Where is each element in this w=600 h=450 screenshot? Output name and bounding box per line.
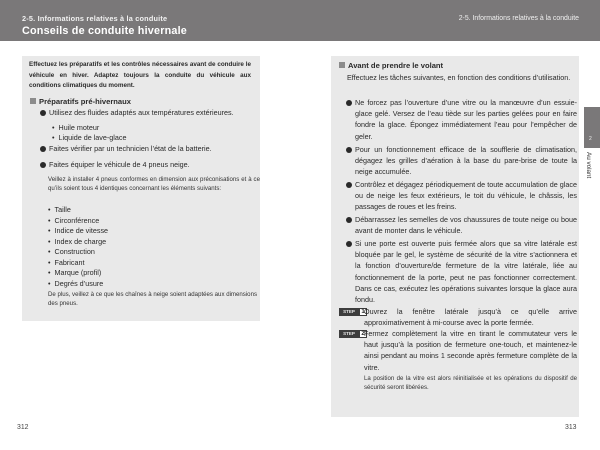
square-bullet-icon (339, 62, 345, 68)
chapter-tab[interactable] (584, 107, 600, 148)
bullet-dot-icon (40, 162, 46, 168)
bullet-dot-icon (346, 241, 352, 247)
step-label: STEP (339, 308, 359, 316)
list-item: • Index de charge (48, 236, 107, 246)
section-breadcrumb-left: 2-5. Informations relatives à la conduite (22, 14, 168, 23)
bullet-door-window: Si une porte est ouverte puis fermée alors que sa vitre latérale est bloquée par le gel, le système de sécurité de la vitre s’actionnera et la fonction d’ouverture/de fermeture de la vitre latérale, liée au fonctionnement de la porte, peut ne pas fonctionner correctement. Dans ce cas, exécutez les opérations suivantes lorsque la glace aura fondu. (355, 239, 577, 305)
page-number-right: 313 (565, 424, 577, 431)
chains-note: De plus, veillez à ce que les chaînes à neige soient adaptées aux dimensions des pneus. (48, 291, 258, 308)
step-number: 2 (359, 330, 367, 338)
step-1-text: Ouvrez la fenêtre latérale jusqu’à ce qu’elle arrive approximativement à mi-course avec la porte fermée. (364, 307, 577, 328)
bullet-battery: Faites vérifier par un technicien l’état de la batterie. (49, 144, 212, 153)
list-item: • Marque (profil) (48, 268, 102, 277)
bullet-shoes: Débarrassez les semelles de vos chaussures de toute neige ou boue avant de monter dans le véhicule. (355, 215, 577, 236)
tires-note: Veillez à installer 4 pneus conformes en dimension aux préconisations et à ce qu’ils soient tous 4 identiques concernant les éléments suivants: (48, 176, 260, 193)
list-item-text: Liquide de lave-glace (58, 133, 127, 142)
list-item-text: Indice de vitesse (54, 226, 109, 235)
step-2-badge (339, 330, 367, 338)
bullet-dot-icon (346, 100, 352, 106)
list-item-text: Degrés d’usure (54, 278, 104, 288)
bullet-snow-tires: Faites équiper le véhicule de 4 pneus neige. (49, 160, 190, 169)
bullet-dot-icon (40, 110, 46, 116)
square-bullet-icon (30, 98, 36, 104)
list-item-text: Index de charge (54, 236, 107, 246)
bullet-dot-icon (346, 182, 352, 188)
list-item-text: Construction (54, 247, 95, 256)
step-label: STEP (339, 330, 359, 338)
step-2-text: Fermez complètement la vitre en tirant le commutateur vers le haut jusqu’à la position de fermeture one-touch, et maintenez-le ainsi pendant au moins 1 seconde après fermeture complète de la vitre. (364, 329, 577, 372)
list-item-text: Taille (54, 205, 71, 214)
list-item: • Fabricant (48, 257, 85, 267)
list-item: • Liquide de lave-glace (52, 133, 127, 142)
list-item: • Construction (48, 247, 95, 256)
section-heading-text: Avant de prendre le volant (348, 61, 444, 70)
list-item: • Circonférence (48, 215, 100, 225)
intro-paragraph: Effectuez les préparatifs et les contrôles nécessaires avant de conduire le véhicule en hiver. Adaptez toujours la conduite du véhicule aux conditions climatiques du moment. (29, 61, 251, 89)
list-item: • Huile moteur (52, 123, 100, 132)
list-item-text: Marque (profil) (54, 268, 102, 277)
bullet-air-vents: Pour un fonctionnement efficace de la soufflerie de climatisation, dégagez les grilles d’aération à la base du pare-brise de toute la neige accumulée. (355, 145, 577, 177)
section-heading-before-driving (339, 61, 443, 70)
section-breadcrumb-right: 2-5. Informations relatives à la conduite (458, 15, 579, 22)
chapter-tab-label: Au volant (585, 152, 592, 179)
list-item: • Indice de vitesse (48, 226, 109, 235)
section-heading-text: Préparatifs pré-hivernaux (39, 97, 132, 106)
chapter-tab-number: 2 (589, 136, 592, 142)
bullet-dot-icon (346, 217, 352, 223)
bullet-dot-icon (40, 146, 46, 152)
page-title: Conseils de conduite hivernale (22, 25, 187, 37)
list-item-text: Huile moteur (58, 123, 100, 132)
list-item: • Degrés d’usure (48, 278, 104, 288)
list-item: • Taille (48, 205, 71, 214)
page-number-left: 312 (17, 424, 29, 431)
result-note: La position de la vitre est alors réinitialisée et les opérations du dispositif de sécurité seront libérées. (364, 375, 577, 392)
bullet-check-ice: Contrôlez et dégagez périodiquement de toute accumulation de glace ou de neige les feux extérieurs, le toit du véhicule, le châssis, les passages de roues et les freins. (355, 180, 577, 212)
bullet-dot-icon (346, 147, 352, 153)
list-item-text: Fabricant (54, 257, 85, 267)
bullet-frozen-window: Ne forcez pas l’ouverture d’une vitre ou la manœuvre d’un essuie-glace gelé. Versez de l’eau tiède sur les parties gelées pour en faire fondre la glace. Épongez immédiatement l’eau pour l’empêcher de geler. (355, 98, 577, 141)
bullet-fluids: Utilisez des fluides adaptés aux températures extérieures. (49, 108, 234, 117)
list-item-text: Circonférence (54, 215, 100, 225)
step-1-badge (339, 308, 367, 316)
right-intro: Effectuez les tâches suivantes, en fonction des conditions d’utilisation. (347, 73, 571, 82)
step-number: 1 (359, 308, 367, 316)
section-heading-pre-winter (30, 97, 131, 106)
